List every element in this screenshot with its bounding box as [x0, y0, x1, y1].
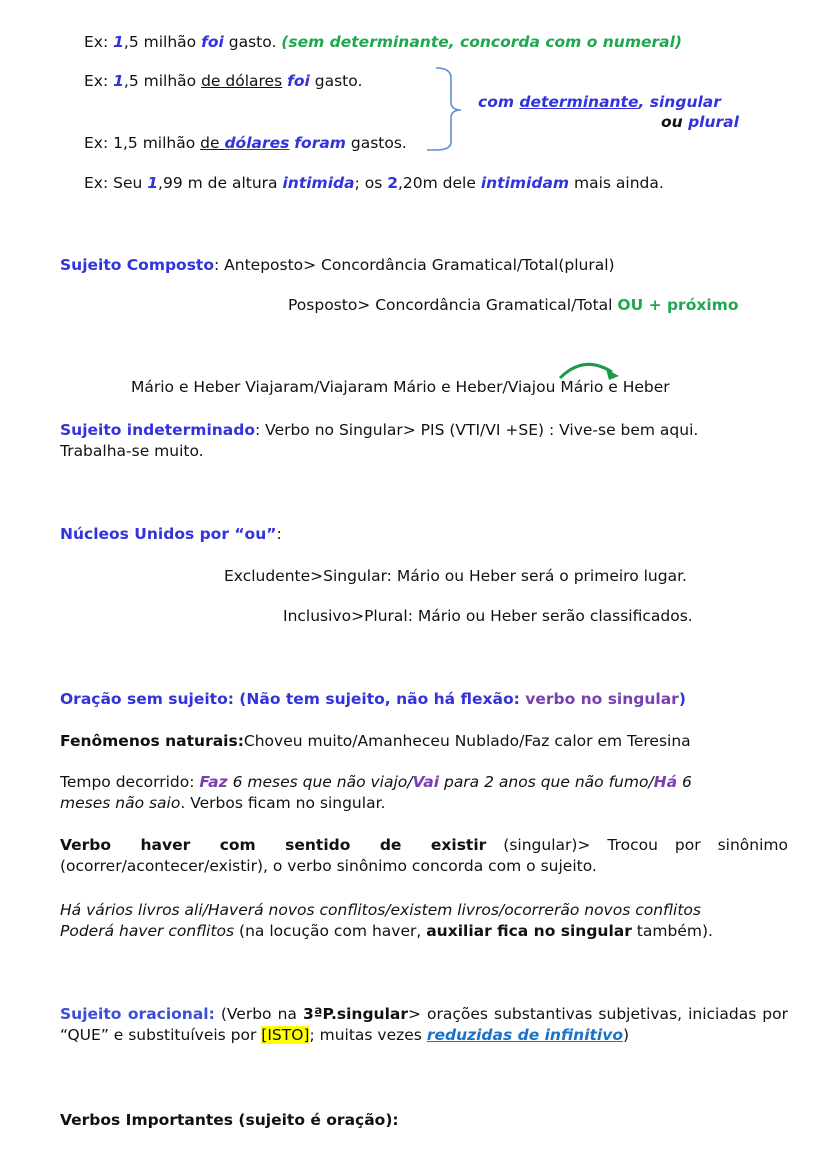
text: auxiliar fica no singular: [426, 922, 632, 940]
nucleos-heading: [60, 524, 282, 544]
section-heading: Sujeito oracional:: [60, 1005, 215, 1023]
text: ,5 milhão: [123, 33, 202, 51]
label: Verbo haver com sentido de existir: [60, 836, 487, 854]
example-4: [84, 173, 664, 193]
text: determinante: [519, 93, 639, 111]
text: também).: [631, 922, 713, 940]
numeral: 1: [113, 72, 124, 90]
example-3: [84, 133, 407, 153]
noun: dólares: [224, 134, 290, 152]
numeral: 1: [147, 174, 159, 192]
text: ): [622, 1026, 630, 1044]
text: . Verbos ficam no singular.: [180, 794, 386, 812]
text: gasto.: [309, 72, 363, 90]
haver-examples: [60, 900, 788, 942]
text: ; muitas vezes: [309, 1026, 427, 1044]
nucleos-excludente: [224, 566, 687, 586]
note: (sem determinante, concorda com o numeral): [281, 33, 683, 51]
text: 3ªP.singular: [302, 1005, 408, 1023]
text: ; os: [354, 174, 388, 192]
text: :: [276, 525, 282, 543]
text: ,5 milhão: [123, 72, 202, 90]
example-2: [84, 71, 362, 91]
sujeito-composto-example: [131, 377, 670, 397]
verb: Há: [653, 773, 678, 791]
text: Ex:: [84, 72, 114, 90]
sujeito-composto-line2: [288, 295, 738, 315]
hyperlink[interactable]: reduzidas de infinitivo: [426, 1026, 623, 1044]
text: , singular: [638, 93, 721, 111]
text: plural: [682, 113, 739, 131]
verbo-haver: [60, 835, 788, 877]
label: Tempo decorrido:: [60, 773, 200, 791]
brace-note-line2: [661, 112, 739, 132]
text: para 2 anos que não fumo/: [439, 773, 654, 791]
text: Ex: Seu: [84, 174, 148, 192]
tempo-decorrido: [60, 772, 780, 814]
text: Posposto> Concordância Gramatical/Total: [288, 296, 618, 314]
accent: OU + próximo: [617, 296, 739, 314]
text: com: [478, 93, 520, 111]
sujeito-indeterminado: [60, 420, 780, 462]
right-brace-icon: [425, 66, 475, 152]
text: ,20m dele: [398, 174, 481, 192]
text: gasto.: [223, 33, 282, 51]
verb: intimidam: [480, 174, 570, 192]
highlight: [ISTO]: [261, 1026, 310, 1044]
verb: Vai: [412, 773, 440, 791]
text: (singular)> Trocou por sinônimo (ocorrer/acontecer/existir), o verbo sinônimo concorda com o sujeito.: [60, 836, 788, 875]
sujeito-oracional: [60, 1004, 788, 1046]
nucleos-inclusivo: [283, 606, 693, 626]
label: Fenômenos naturais:: [60, 732, 244, 750]
text: Excludente>Singular: Mário ou Heber será o primeiro lugar.: [224, 567, 687, 585]
oracao-sem-sujeito-heading: [60, 689, 686, 709]
text: Mário e Heber Viajaram/Viajaram Mário e Heber/Viajou Mário e Heber: [131, 378, 670, 396]
text: Inclusivo>Plural: Mário ou Heber serão classificados.: [283, 607, 693, 625]
determinant: de dólares: [201, 72, 283, 90]
text: gastos.: [345, 134, 407, 152]
text: Ex: 1,5 milhão: [84, 134, 201, 152]
section-heading: Sujeito Composto: [60, 256, 214, 274]
text: meses não saio: [60, 794, 181, 812]
verb: foi: [201, 33, 224, 51]
text: 6: [677, 773, 692, 791]
text: 6 meses que não viajo/: [227, 773, 413, 791]
verbos-importantes-heading: Verbos Importantes (sujeito é oração):: [60, 1111, 399, 1129]
numeral: 2: [387, 174, 398, 192]
sujeito-composto-line1: [60, 255, 615, 275]
determinant: de: [200, 134, 220, 152]
text: : Anteposto> Concordância Gramatical/Total(plural): [214, 256, 615, 274]
text: Há vários livros ali/Haverá novos conflitos/existem livros/ocorrerão novos conflitos: [60, 901, 701, 919]
fenomenos-naturais: [60, 731, 691, 751]
verb: foi: [287, 72, 310, 90]
verb: foram: [294, 134, 346, 152]
text: > orações substantivas subjetivas, iniciadas por “QUE” e substituíveis por: [60, 1005, 789, 1044]
accent: verbo no singular: [525, 690, 679, 708]
section-heading: Sujeito indeterminado: [60, 421, 256, 439]
brace-note-line1: [478, 92, 721, 112]
text: ou: [661, 113, 683, 131]
section-heading: Oração sem sujeito: (Não tem sujeito, não há flexão:: [60, 690, 526, 708]
verb: Faz: [199, 773, 228, 791]
example-1: [84, 32, 682, 52]
verb: intimida: [282, 174, 355, 192]
text: : Verbo no Singular> PIS (VTI/VI +SE) : Vive-se bem aqui.: [255, 421, 699, 439]
section-heading: Núcleos Unidos por “ou”: [60, 525, 277, 543]
text: Choveu muito/Amanheceu Nublado/Faz calor em Teresina: [243, 732, 691, 750]
text: (na locução com haver,: [234, 922, 427, 940]
text: ): [678, 690, 686, 708]
text: ,99 m de altura: [158, 174, 283, 192]
text: Poderá haver conflitos: [60, 922, 235, 940]
numeral: 1: [113, 33, 124, 51]
text: mais ainda.: [569, 174, 664, 192]
text: Trabalha-se muito.: [60, 442, 204, 460]
text: (Verbo na: [214, 1005, 303, 1023]
text: Ex:: [84, 33, 114, 51]
